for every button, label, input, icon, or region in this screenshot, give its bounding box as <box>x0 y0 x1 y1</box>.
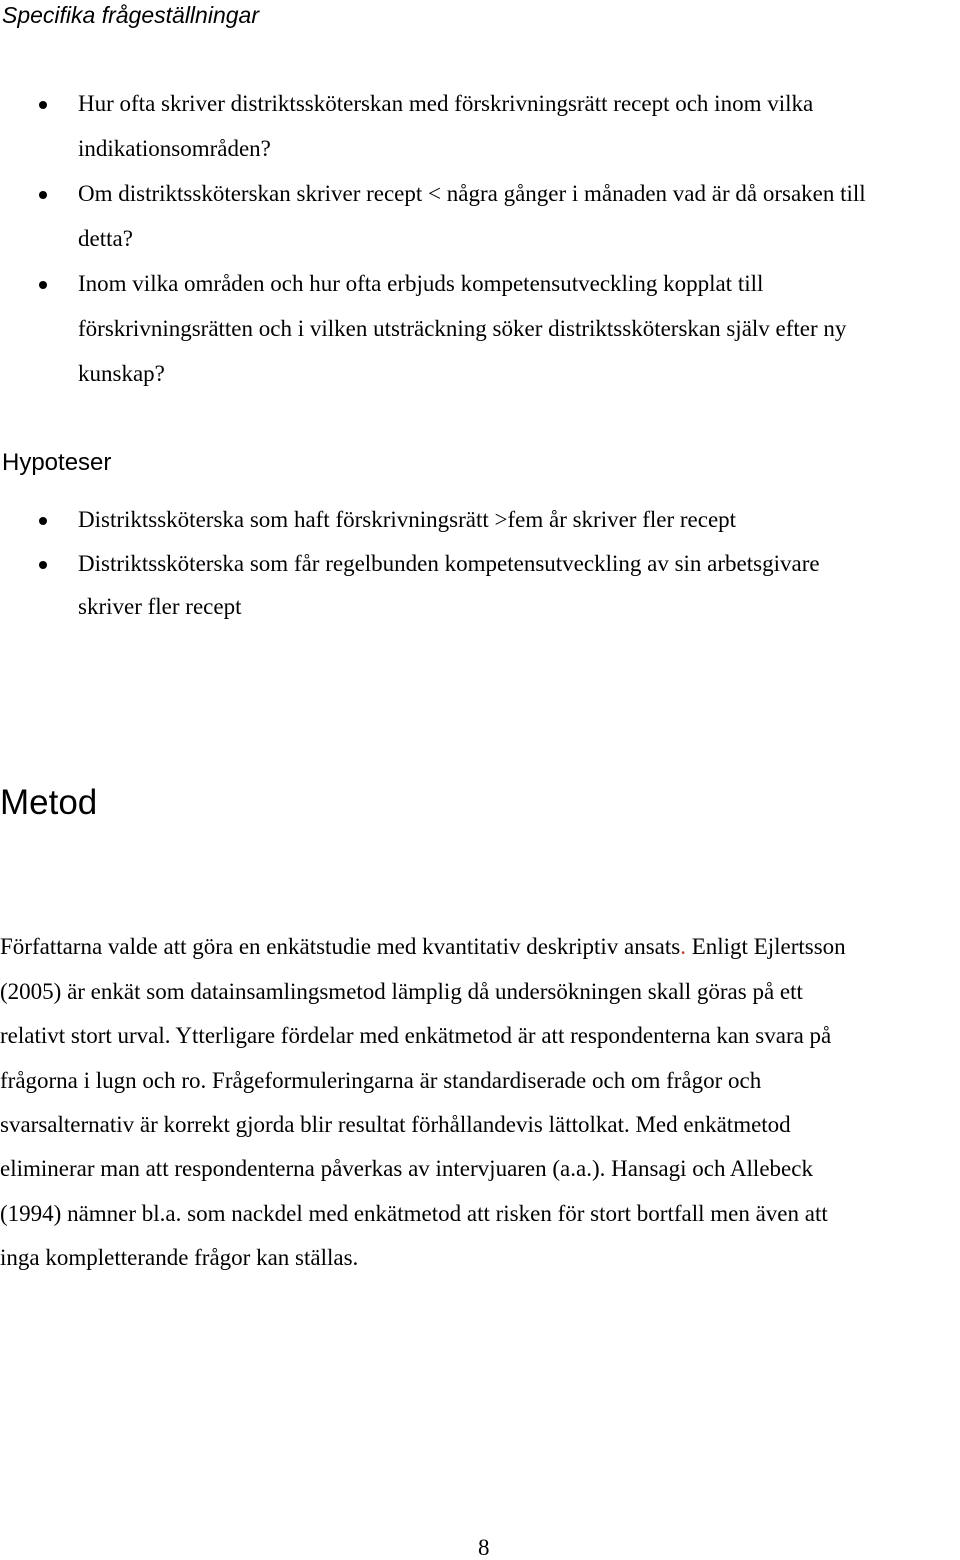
question-1-line-2: indikationsområden? <box>78 136 271 161</box>
question-1-line-1: Hur ofta skriver distriktssköterskan med förskrivningsrätt recept och inom vilka <box>78 91 814 116</box>
heading-method: Metod <box>0 783 98 822</box>
page-number: 8 <box>478 1535 490 1560</box>
method-line-3: relativt stort urval. Ytterligare fördelar med enkätmetod är att respondenterna kan svara på <box>0 1023 832 1048</box>
bullet-icon <box>39 561 47 569</box>
hypothesis-2-continuation: skriver fler recept <box>78 594 242 619</box>
method-line-7: (1994) nämner bl.a. som nackdel med enkätmetod att risken för stort bortfall men även att <box>0 1201 828 1226</box>
bullet-icon <box>39 191 47 199</box>
question-2-line-1: Om distriktssköterskan skriver recept < några gånger i månaden vad är då orsaken till <box>78 181 866 206</box>
question-3-line-3: kunskap? <box>78 361 165 386</box>
question-3-line-2: förskrivningsrätten och i vilken utsträckning söker distriktssköterskan själv efter ny <box>78 316 847 341</box>
method-line-6: eliminerar man att respondenterna påverkas av intervjuaren (a.a.). Hansagi och Allebeck <box>0 1156 813 1181</box>
method-line-2: (2005) är enkät som datainsamlingsmetod lämplig då undersökningen skall göras på ett <box>0 979 803 1004</box>
bullet-icon <box>39 281 47 289</box>
heading-specific-questions: Specifika frågeställningar <box>2 2 259 28</box>
question-3-line-1: Inom vilka områden och hur ofta erbjuds kompetensutveckling kopplat till <box>78 271 764 296</box>
heading-hypotheses: Hypoteser <box>2 449 112 476</box>
method-line-4: frågorna i lugn och ro. Frågeformuleringarna är standardiserade och om frågor och <box>0 1068 762 1093</box>
bullet-icon <box>39 517 47 525</box>
method-line-1-text: Författarna valde att göra en enkätstudie med kvantitativ deskriptiv ansats <box>0 934 681 959</box>
hypothesis-1: Distriktssköterska som haft förskrivningsrätt >fem år skriver fler recept <box>78 507 737 532</box>
method-line-1-dot: . <box>680 934 686 959</box>
method-line-1-text-b: Enligt Ejlertsson <box>685 934 846 959</box>
method-line-8: inga kompletterande frågor kan ställas. <box>0 1245 359 1270</box>
method-line-5: svarsalternativ är korrekt gjorda blir resultat förhållandevis lättolkat. Med enkätmetod <box>0 1112 791 1137</box>
method-line-1 <box>0 935 846 958</box>
hypothesis-2: Distriktssköterska som får regelbunden kompetensutveckling av sin arbetsgivare <box>78 551 820 576</box>
bullet-icon <box>39 101 47 109</box>
question-2-line-2: detta? <box>78 226 133 251</box>
